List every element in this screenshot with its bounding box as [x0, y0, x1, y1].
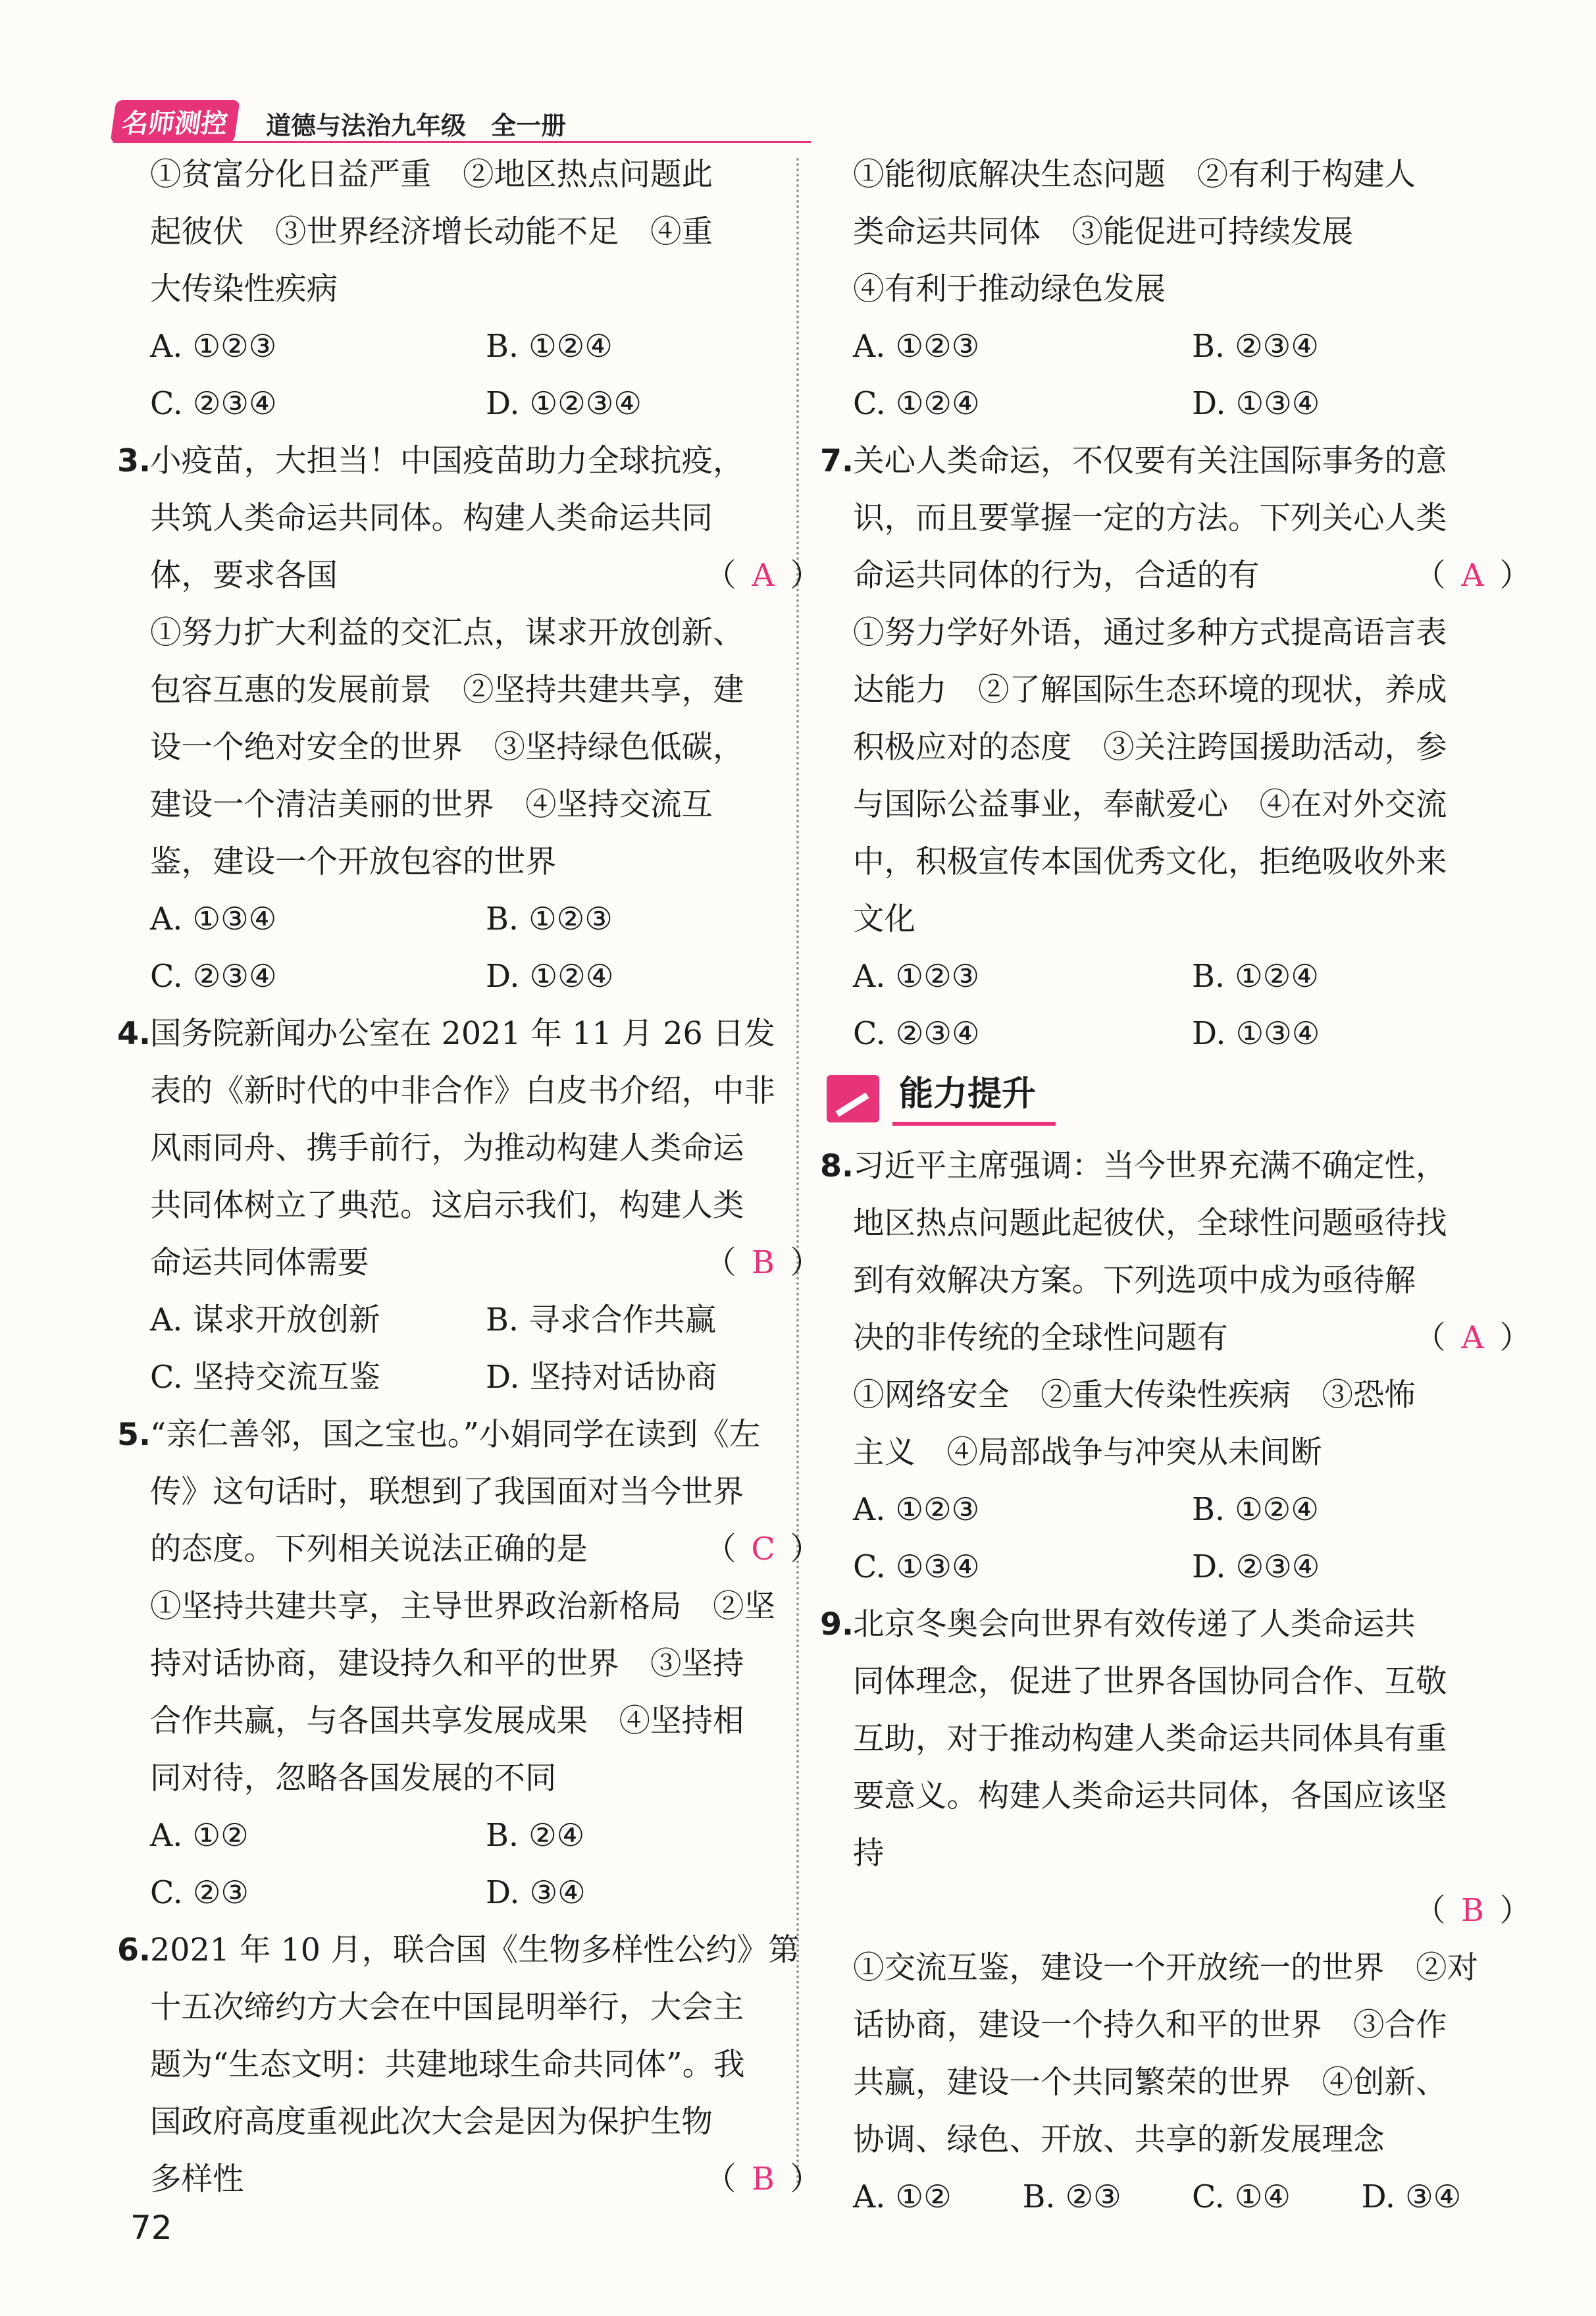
option-b: B. ①②③ [486, 901, 613, 937]
question-number: 9. [820, 1606, 854, 1643]
question-4 [117, 1005, 821, 1406]
option-a: A. ①②③ [150, 329, 277, 365]
answer-bracket: （ B ） [705, 1234, 821, 1292]
options [150, 891, 821, 1005]
stem-line: 关心人类命运，不仅要有关注国际事务的意 [853, 443, 1447, 479]
stem-line: 同体理念，促进了世界各国协同合作、互敬 [853, 1664, 1447, 1700]
option-c: C. ②③④ [853, 1016, 980, 1052]
stem-line: 表的《新时代的中非合作》白皮书介绍，中非 [150, 1073, 775, 1109]
stem-line: 持 [853, 1835, 885, 1872]
stem-text: 多样性 [150, 2161, 244, 2198]
answer-letter: A [752, 558, 775, 594]
body-line: 同对待，忽略各国发展的不同 [150, 1760, 557, 1797]
stem-text: 体，要求各国 [150, 558, 338, 594]
body-line: 文化 [853, 901, 915, 937]
question-5 [117, 1406, 821, 1922]
question-7 [820, 433, 1531, 1063]
text-line: ①贫富分化日益严重 ②地区热点问题此 [150, 157, 713, 193]
option-d: D. 坚持对话协商 [486, 1359, 717, 1396]
body-line: ①网络安全 ②重大传染性疾病 ③恐怖 [853, 1377, 1416, 1413]
option-d: D. ①③④ [1192, 386, 1320, 422]
answer-letter: A [1461, 558, 1484, 594]
answer-letter: B [752, 1245, 775, 1281]
stem-line: 十五次缔约方大会在中国昆明举行，大会主 [150, 1989, 744, 2026]
stem-line: 要意义。构建人类命运共同体，各国应该坚 [853, 1778, 1447, 1814]
question-number: 5. [117, 1417, 151, 1453]
answer-bracket: （ A ） [1414, 547, 1531, 604]
option-d: D. ①②③④ [486, 386, 642, 422]
body-line: 话协商，建设一个持久和平的世界 ③合作 [853, 2007, 1447, 2043]
stem-line: 地区热点问题此起彼伏，全球性问题亟待找 [853, 1205, 1447, 1242]
stem-last-line [150, 1521, 821, 1578]
option-c: C. ②③④ [150, 386, 277, 422]
option-c: C. ①④ [1192, 2179, 1291, 2215]
option-a: A. ①②③ [853, 959, 980, 995]
section-title: 能力提升 [892, 1072, 1056, 1126]
options [853, 948, 1531, 1063]
question-6-continued [853, 146, 1531, 433]
stem-line: 识，而且要掌握一定的方法。下列关心人类 [853, 500, 1447, 537]
section-heading [827, 1063, 1531, 1135]
option-c: C. ②③ [150, 1875, 249, 1911]
option-a: A. 谋求开放创新 [150, 1302, 380, 1338]
body-line: 合作共赢，与各国共享发展成果 ④坚持相 [150, 1703, 744, 1739]
option-b: B. ②③④ [1192, 329, 1319, 365]
option-d: D. ①③④ [1192, 1016, 1320, 1052]
option-d: D. ②③④ [1192, 1549, 1320, 1585]
options [853, 318, 1531, 433]
text-line: ④有利于推动绿色发展 [853, 271, 1166, 307]
answer-bracket: （ C ） [705, 1521, 821, 1578]
stem-text: 的态度。下列相关说法正确的是 [150, 1531, 588, 1567]
option-d: D. ③④ [1361, 2179, 1462, 2215]
answer-letter: A [1461, 1320, 1484, 1356]
question-6 [117, 1922, 821, 2208]
stem-last-line [150, 1234, 821, 1292]
options [150, 1292, 821, 1406]
left-column [117, 146, 821, 2208]
stem-line: 风雨同舟、携手前行，为推动构建人类命运 [150, 1130, 744, 1167]
stem-line: 互助，对于推动构建人类命运共同体具有重 [853, 1721, 1447, 1757]
stem-line: 题为“生态文明：共建地球生命共同体”。我 [150, 2047, 745, 2083]
page-header [113, 99, 837, 142]
stem-text: 命运共同体需要 [150, 1245, 369, 1281]
option-a: A. ①②③ [853, 329, 980, 365]
option-a: A. ①②③ [853, 1492, 980, 1528]
option-b: B. ②④ [486, 1818, 585, 1854]
stem-line: 北京冬奥会向世界有效传递了人类命运共 [853, 1606, 1416, 1643]
stem-line: 国务院新闻办公室在 2021 年 11 月 26 日发 [150, 1016, 775, 1052]
question-number: 8. [820, 1148, 854, 1184]
option-c: C. ①②④ [853, 386, 980, 422]
stem-line: 共同体树立了典范。这启示我们，构建人类 [150, 1188, 744, 1224]
page-number: 72 [130, 2209, 172, 2247]
stem-line: 2021 年 10 月，联合国《生物多样性公约》第 [150, 1932, 800, 1968]
text-line: 大传染性疾病 [150, 271, 338, 307]
right-column [820, 146, 1531, 2226]
option-a: A. ①② [150, 1818, 249, 1854]
answer-letter: C [751, 1531, 775, 1567]
header-rule [113, 141, 811, 143]
body-line: 共赢，建设一个共同繁荣的世界 ④创新、 [853, 2065, 1447, 2101]
stem-line: 国政府高度重视此次大会是因为保护生物 [150, 2104, 713, 2140]
stem-last-line [150, 547, 821, 604]
stem-line: 共筑人类命运共同体。构建人类命运共同 [150, 500, 713, 537]
question-number: 3. [117, 443, 151, 479]
option-b: B. ②③ [1022, 2179, 1121, 2215]
options [150, 1807, 821, 1922]
answer-bracket: （ B ） [705, 2151, 821, 2208]
question-2-continued [150, 146, 821, 433]
body-line: ①努力扩大利益的交汇点，谋求开放创新、 [150, 615, 744, 651]
question-number: 4. [117, 1016, 151, 1052]
answer-letter: B [1461, 1893, 1484, 1929]
stem-last-line [150, 2151, 821, 2208]
answer-letter: B [752, 2161, 775, 2198]
answer-bracket: （ A ） [705, 547, 821, 604]
text-line: 起彼伏 ③世界经济增长动能不足 ④重 [150, 214, 713, 250]
stem-line: 习近平主席强调：当今世界充满不确定性， [853, 1148, 1447, 1184]
text-line: 类命运共同体 ③能促进可持续发展 [853, 214, 1353, 250]
option-b: B. 寻求合作共赢 [486, 1302, 717, 1338]
option-b: B. ①②④ [1192, 959, 1319, 995]
option-a: A. ①② [853, 2179, 952, 2215]
stem-text: 决的非传统的全球性问题有 [853, 1320, 1228, 1356]
body-line: 包容互惠的发展前景 ②坚持共建共享，建 [150, 672, 744, 708]
answer-line [853, 1882, 1531, 1939]
stem-last-line [853, 547, 1531, 604]
question-number: 7. [820, 443, 854, 479]
chart-trend-icon [827, 1075, 879, 1122]
body-line: 积极应对的态度 ③关注跨国援助活动，参 [853, 729, 1447, 766]
body-line: ①坚持共建共享，主导世界政治新格局 ②坚 [150, 1589, 775, 1625]
body-line: 与国际公益事业，奉献爱心 ④在对外交流 [853, 787, 1447, 823]
body-line: 建设一个清洁美丽的世界 ④坚持交流互 [150, 787, 713, 823]
question-9 [820, 1596, 1531, 2226]
stem-line: 到有效解决方案。下列选项中成为亟待解 [853, 1263, 1416, 1299]
option-c: C. ②③④ [150, 959, 277, 995]
stem-text: 命运共同体的行为，合适的有 [853, 558, 1260, 594]
options [150, 318, 821, 433]
body-line: ①努力学好外语，通过多种方式提高语言表 [853, 615, 1447, 651]
body-line: 设一个绝对安全的世界 ③坚持绿色低碳， [150, 729, 744, 766]
option-a: A. ①③④ [150, 901, 277, 937]
option-b: B. ①②④ [1192, 1492, 1319, 1528]
stem-line: 小疫苗，大担当！中国疫苗助力全球抗疫， [150, 443, 744, 479]
option-d: D. ①②④ [486, 959, 614, 995]
options [853, 2169, 1531, 2226]
option-c: C. 坚持交流互鉴 [150, 1359, 380, 1396]
book-title: 道德与法治九年级 全一册 [266, 111, 567, 140]
body-line: 鉴，建设一个开放包容的世界 [150, 844, 557, 880]
body-line: ①交流互鉴，建设一个开放统一的世界 ②对 [853, 1950, 1478, 1986]
body-line: 协调、绿色、开放、共享的新发展理念 [853, 2122, 1385, 2158]
answer-bracket: （ B ） [1414, 1893, 1531, 1929]
question-3 [117, 433, 821, 1005]
answer-bracket: （ A ） [1414, 1309, 1531, 1367]
option-b: B. ①②④ [486, 329, 613, 365]
options [853, 1481, 1531, 1596]
body-line: 中，积极宣传本国优秀文化，拒绝吸收外来 [853, 844, 1447, 880]
question-number: 6. [117, 1932, 151, 1968]
body-line: 主义 ④局部战争与冲突从未间断 [853, 1434, 1322, 1471]
stem-line: 传》这句话时，联想到了我国面对当今世界 [150, 1474, 744, 1510]
body-line: 达能力 ②了解国际生态环境的现状，养成 [853, 672, 1447, 708]
stem-last-line [853, 1309, 1531, 1367]
question-8 [820, 1138, 1531, 1596]
brand-logo: 名师测控 [110, 100, 240, 143]
option-d: D. ③④ [486, 1875, 586, 1911]
stem-line: “亲仁善邻，国之宝也。”小娟同学在读到《左 [150, 1417, 761, 1453]
text-line: ①能彻底解决生态问题 ②有利于构建人 [853, 157, 1416, 193]
option-c: C. ①③④ [853, 1549, 980, 1585]
body-line: 持对话协商，建设持久和平的世界 ③坚持 [150, 1646, 744, 1682]
